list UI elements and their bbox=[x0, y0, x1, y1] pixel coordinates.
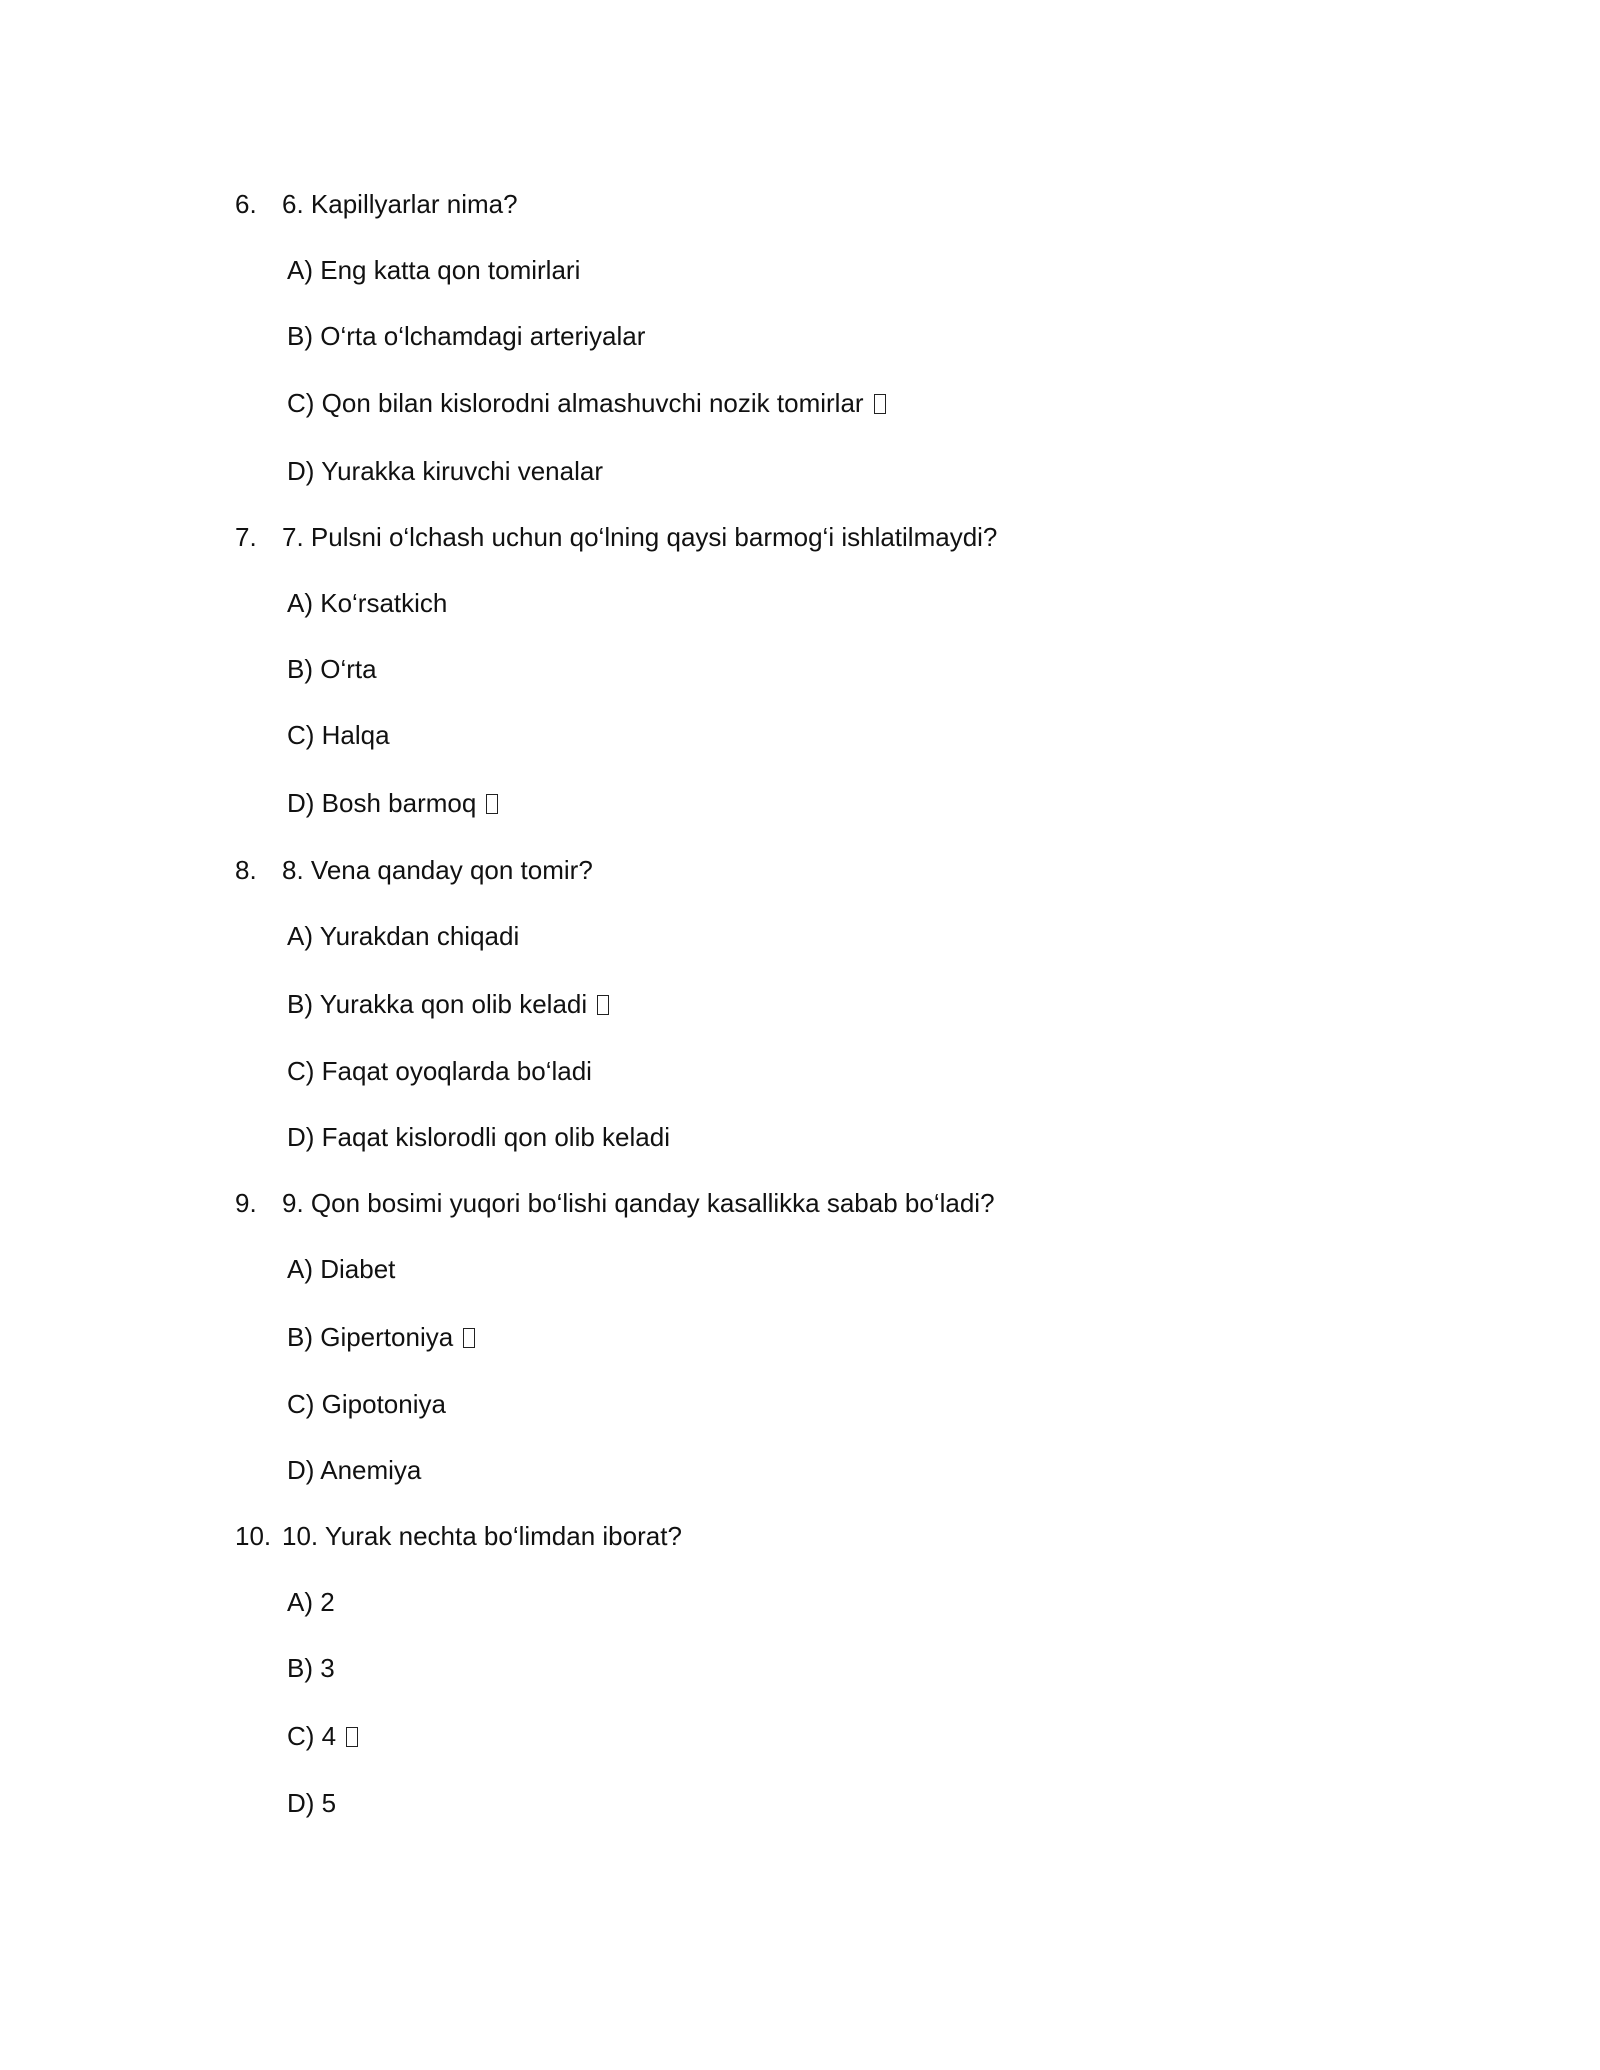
option-text: C) Qon bilan kislorodni almashuvchi nozik tomirlar bbox=[287, 388, 864, 418]
answer-mark-icon bbox=[486, 794, 498, 814]
question-list-number: 6. bbox=[235, 189, 257, 219]
option-7c bbox=[287, 719, 390, 751]
option-text: C) Gipotoniya bbox=[287, 1389, 446, 1419]
option-7a bbox=[287, 587, 447, 619]
option-6b bbox=[287, 320, 645, 352]
question-text: 10. Yurak nechta bo‘limdan iborat? bbox=[282, 1521, 682, 1551]
option-6c bbox=[287, 387, 886, 419]
option-text: B) O‘rta o‘lchamdagi arteriyalar bbox=[287, 321, 646, 351]
option-8a bbox=[287, 920, 519, 952]
option-text: A) Eng katta qon tomirlari bbox=[287, 255, 581, 285]
option-8c bbox=[287, 1055, 592, 1087]
option-text: A) Ko‘rsatkich bbox=[287, 588, 448, 618]
option-9b bbox=[287, 1321, 475, 1353]
question-list-number: 8. bbox=[235, 855, 257, 885]
question-list-number: 9. bbox=[235, 1188, 257, 1218]
option-10a bbox=[287, 1586, 335, 1618]
option-text: D) Bosh barmoq bbox=[287, 788, 477, 818]
option-text: C) Halqa bbox=[287, 720, 390, 750]
question-text: 6. Kapillyarlar nima? bbox=[282, 189, 518, 219]
question-text: 8. Vena qanday qon tomir? bbox=[282, 855, 593, 885]
answer-mark-icon bbox=[346, 1727, 358, 1747]
option-9d bbox=[287, 1454, 421, 1486]
option-text: A) 2 bbox=[287, 1587, 335, 1617]
option-text: A) Diabet bbox=[287, 1254, 396, 1284]
option-10d bbox=[287, 1787, 336, 1819]
question-6 bbox=[235, 188, 518, 220]
option-8d bbox=[287, 1121, 670, 1153]
question-list-number: 10. bbox=[235, 1521, 272, 1551]
option-6d bbox=[287, 455, 603, 487]
option-text: D) Yurakka kiruvchi venalar bbox=[287, 456, 603, 486]
option-text: C) Faqat oyoqlarda bo‘ladi bbox=[287, 1056, 592, 1086]
option-text: A) Yurakdan chiqadi bbox=[287, 921, 520, 951]
option-text: D) 5 bbox=[287, 1788, 337, 1818]
option-8b bbox=[287, 988, 609, 1020]
option-text: B) Yurakka qon olib keladi bbox=[287, 989, 588, 1019]
answer-mark-icon bbox=[463, 1328, 475, 1348]
question-list-number: 7. bbox=[235, 522, 257, 552]
option-10c bbox=[287, 1720, 358, 1752]
option-10b bbox=[287, 1652, 335, 1684]
option-text: B) O‘rta bbox=[287, 654, 377, 684]
question-text: 7. Pulsni o‘lchash uchun qo‘lning qaysi barmog‘i ishlatilmaydi? bbox=[282, 522, 998, 552]
option-text: C) 4 bbox=[287, 1721, 337, 1751]
option-7d bbox=[287, 787, 498, 819]
option-text: D) Faqat kislorodli qon olib keladi bbox=[287, 1122, 670, 1152]
answer-mark-icon bbox=[874, 394, 886, 414]
question-7 bbox=[235, 521, 997, 553]
option-9c bbox=[287, 1388, 446, 1420]
option-text: B) 3 bbox=[287, 1653, 335, 1683]
question-text: 9. Qon bosimi yuqori bo‘lishi qanday kasallikka sabab bo‘ladi? bbox=[282, 1188, 995, 1218]
option-text: D) Anemiya bbox=[287, 1455, 422, 1485]
option-9a bbox=[287, 1253, 395, 1285]
option-7b bbox=[287, 653, 377, 685]
question-8 bbox=[235, 854, 593, 886]
answer-mark-icon bbox=[597, 995, 609, 1015]
question-9 bbox=[235, 1187, 995, 1219]
question-10 bbox=[235, 1520, 682, 1552]
option-text: B) Gipertoniya bbox=[287, 1322, 454, 1352]
option-6a bbox=[287, 254, 580, 286]
